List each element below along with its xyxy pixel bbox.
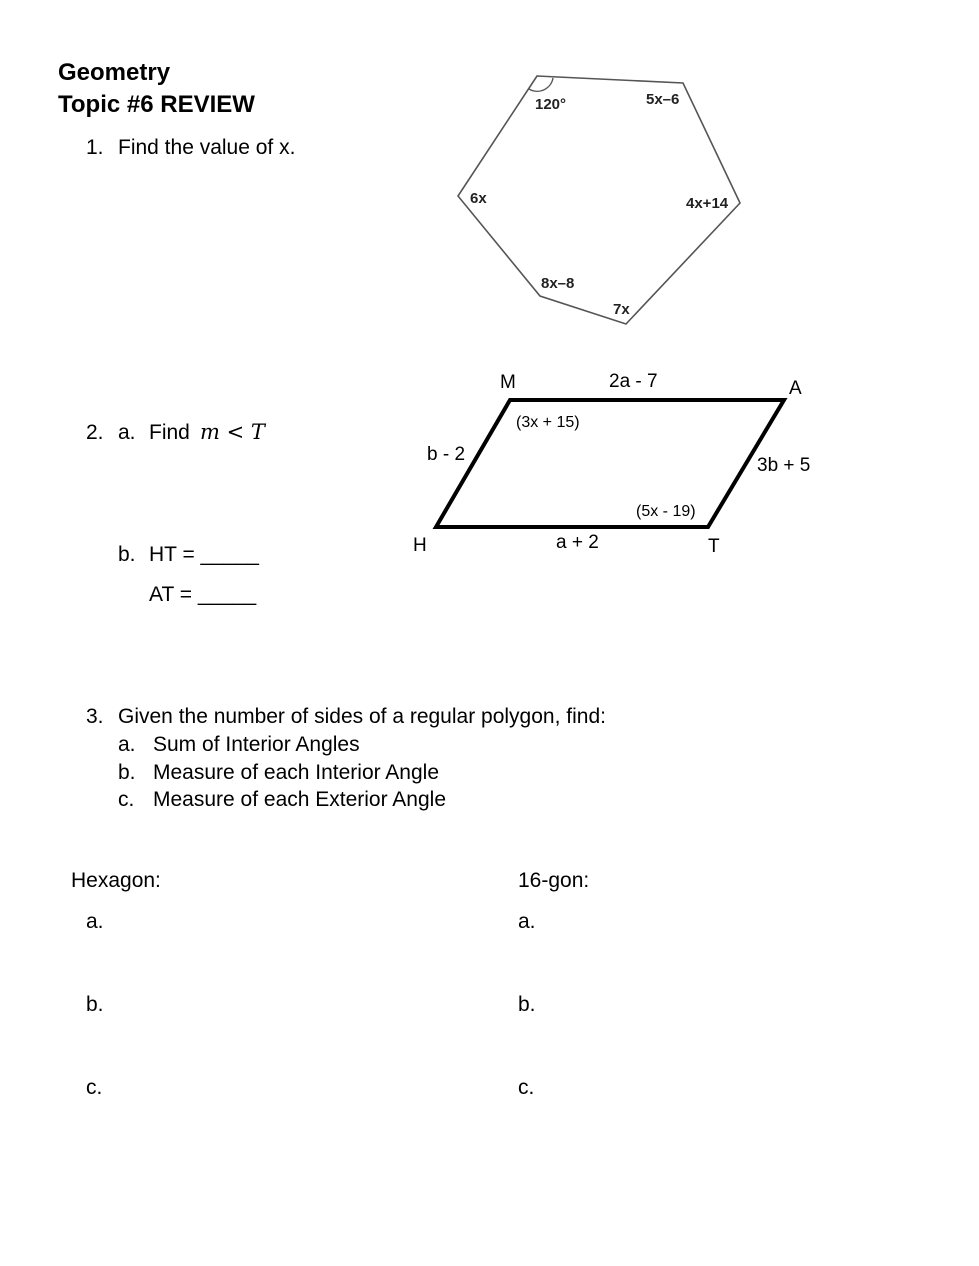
q2-part-b-letter: b. xyxy=(118,543,136,566)
hexagon-answer-b: b. xyxy=(86,993,104,1016)
16gon-answer-a: a. xyxy=(518,910,536,933)
hex-angle-bottom-right: 7x xyxy=(613,301,630,318)
vertex-m-label: M xyxy=(500,372,516,393)
vertex-h-label: H xyxy=(413,535,427,556)
side-right-label: 3b + 5 xyxy=(757,455,811,476)
hex-angle-top-left: 120° xyxy=(535,96,567,113)
topic-title: Topic #6 REVIEW xyxy=(58,91,255,118)
q3-number: 3. xyxy=(86,705,104,728)
q2-part-a-expression: m < T xyxy=(200,420,265,444)
q1-number: 1. xyxy=(86,136,104,159)
q2-part-a-prompt: Find xyxy=(149,421,190,444)
vertex-a-label: A xyxy=(789,378,802,399)
vertex-t-label: T xyxy=(708,536,720,557)
side-top-label: 2a - 7 xyxy=(609,371,658,392)
q3-item-c-letter: c. xyxy=(118,788,135,811)
hex-angle-bottom-left: 8x–8 xyxy=(541,275,575,292)
hexagon-answer-a: a. xyxy=(86,910,104,933)
16gon-answer-b: b. xyxy=(518,993,536,1016)
hexagon-heading: Hexagon: xyxy=(71,869,161,892)
angle-m-label: (3x + 15) xyxy=(516,414,580,431)
q2-part-a-letter: a. xyxy=(118,421,136,444)
side-bottom-label: a + 2 xyxy=(556,532,599,553)
q3-item-b-text: Measure of each Interior Angle xyxy=(153,761,440,784)
16gon-heading: 16-gon: xyxy=(518,869,590,892)
16gon-answer-c: c. xyxy=(518,1076,535,1099)
q2-part-b-ht: HT = _____ xyxy=(149,543,259,566)
q3-item-c-text: Measure of each Exterior Angle xyxy=(153,788,446,811)
angle-t-label: (5x - 19) xyxy=(636,503,696,520)
hex-angle-left: 6x xyxy=(470,190,487,207)
q2-part-b-at: AT = _____ xyxy=(149,583,257,606)
q2-number: 2. xyxy=(86,421,104,444)
q3-item-a-letter: a. xyxy=(118,733,136,756)
q3-prompt: Given the number of sides of a regular polygon, find: xyxy=(118,705,606,728)
hex-angle-right: 4x+14 xyxy=(686,195,729,212)
q3-item-b-letter: b. xyxy=(118,761,136,784)
q3-item-a-text: Sum of Interior Angles xyxy=(153,733,360,756)
parallelogram-shape xyxy=(436,400,784,527)
hex-angle-top-right: 5x–6 xyxy=(646,91,680,108)
q1-prompt: Find the value of x. xyxy=(118,136,296,159)
subject-title: Geometry xyxy=(58,59,171,86)
side-left-label: b - 2 xyxy=(427,444,466,465)
hexagon-answer-c: c. xyxy=(86,1076,103,1099)
